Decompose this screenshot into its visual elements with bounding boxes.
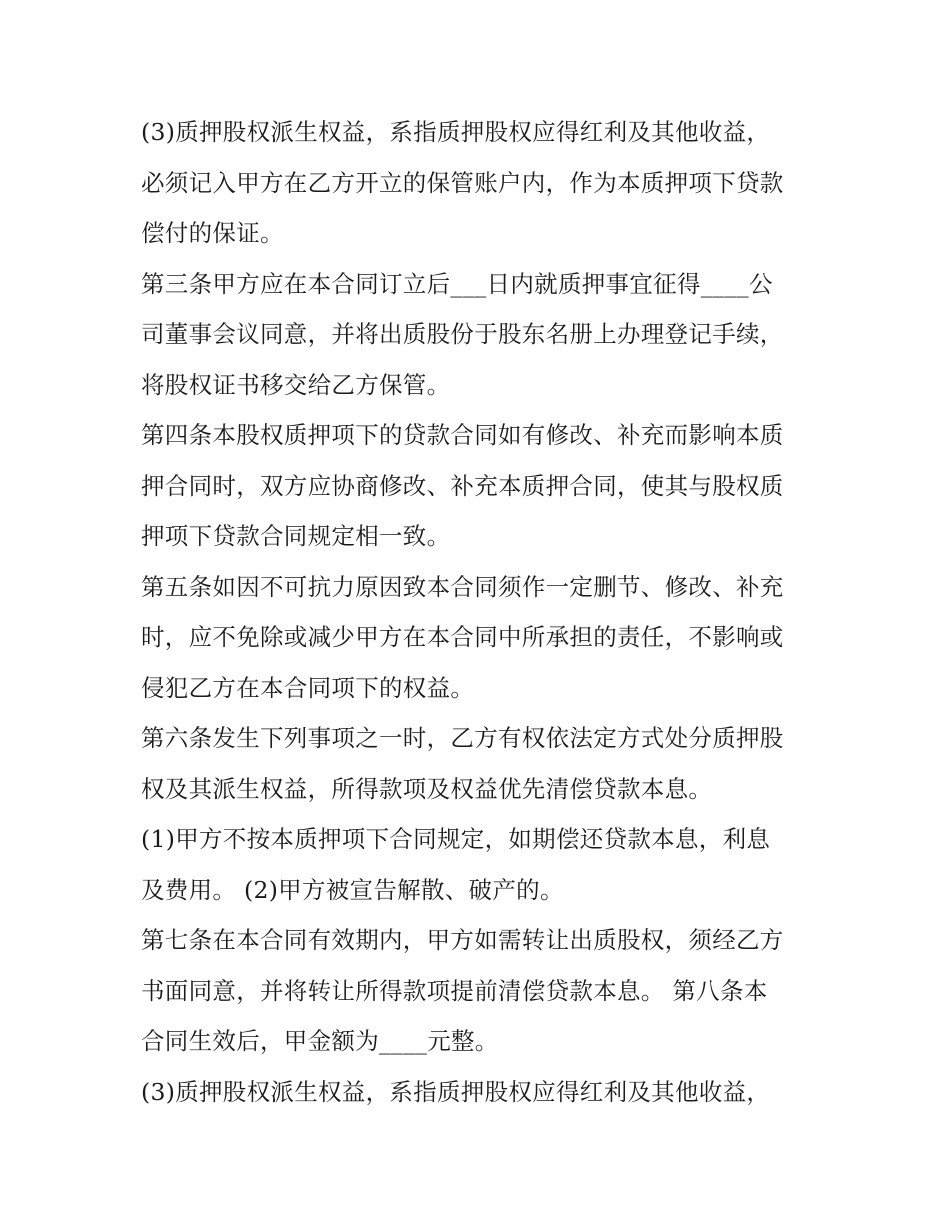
text-line: 及费用。 (2)甲方被宣告解散、破产的。 — [141, 875, 564, 904]
text-line: 第四条本股权质押项下的贷款合同如有修改、补充而影响本质 — [141, 421, 784, 449]
text-line: 侵犯乙方在本合同项下的权益。 — [141, 673, 475, 702]
text-line: 第六条发生下列事项之一时，乙方有权依法定方式处分质押股 — [141, 724, 784, 752]
text-line: (3)质押股权派生权益，系指质押股权应得红利及其他收益， — [141, 118, 771, 146]
text-line: 时，应不免除或减少甲方在本合同中所承担的责任，不影响或 — [141, 623, 784, 651]
text-line: 第七条在本合同有效期内，甲方如需转让出质股权，须经乙方 — [141, 926, 784, 954]
text-line: 将股权证书移交给乙方保管。 — [141, 370, 451, 399]
text-line: (1)甲方不按本质押项下合同规定，如期偿还贷款本息，利息 — [141, 825, 771, 853]
text-line: 权及其派生权益，所得款项及权益优先清偿贷款本息。 — [141, 774, 713, 803]
text-line: 司董事会议同意，并将出质股份于股东名册上办理登记手续， — [141, 320, 784, 348]
text-line: 第三条甲方应在本合同订立后___日内就质押事宜征得____公 — [141, 269, 773, 298]
text-line: 押合同时，双方应协商修改、补充本质押合同，使其与股权质 — [141, 471, 784, 500]
document-body — [141, 107, 821, 1117]
text-line: (3)质押股权派生权益，系指质押股权应得红利及其他收益， — [141, 1077, 771, 1106]
text-line: 第五条如因不可抗力原因致本合同须作一定删节、修改、补充 — [141, 572, 784, 601]
text-line: 合同生效后，甲金额为____元整。 — [141, 1027, 499, 1055]
text-line: 偿付的保证。 — [141, 219, 284, 247]
text-line: 押项下贷款合同规定相一致。 — [141, 522, 451, 550]
text-line: 书面同意，并将转让所得款项提前清偿贷款本息。 第八条本 — [141, 976, 768, 1005]
text-line: 必须记入甲方在乙方开立的保管账户内，作为本质押项下贷款 — [141, 168, 784, 197]
